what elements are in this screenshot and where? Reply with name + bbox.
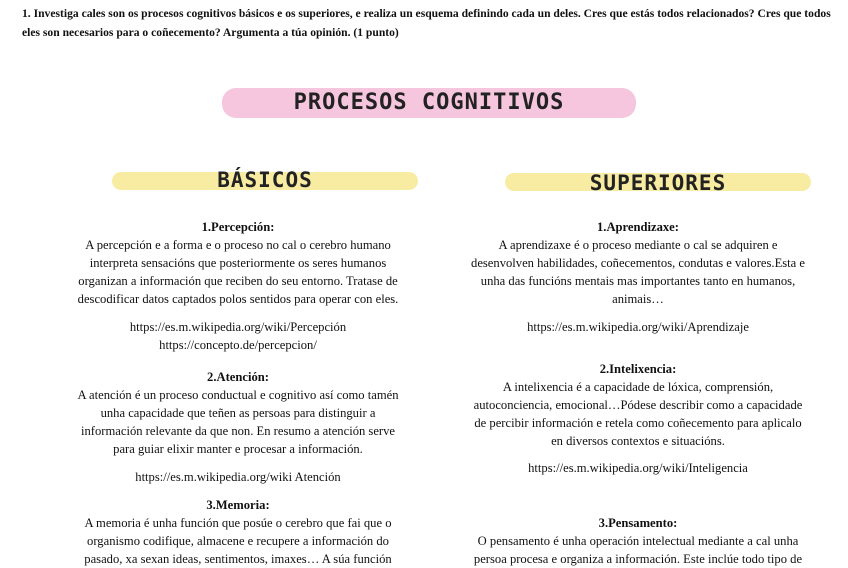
basicos-heading: BÁSICOS xyxy=(217,168,313,192)
percepcion-text-line: descodificar datos captados polos sentidos para operar con eles. xyxy=(77,292,399,306)
memoria-text-line: pasado, xa sexan ideas, sentimentos, imaxes… A súa función xyxy=(84,552,392,566)
percepcion-links xyxy=(38,318,438,354)
aprendizaxe-link-block xyxy=(438,318,838,336)
intelixencia-text-line: A intelixencia é a capacidade de lóxica, comprensión, xyxy=(502,380,774,394)
pensamento-title: 3.Pensamento: xyxy=(598,516,678,530)
percepcion-text-line: interpreta sensacións que posteriormente os seres humanos xyxy=(89,256,387,270)
page-title: PROCESOS COGNITIVOS xyxy=(293,90,565,115)
pensamento-text-line: persoa procesa e organiza a información. Este inclúe todo tipo de xyxy=(473,552,803,566)
aprendizaxe-text-line: unha das funcións mentais mas importantes tanto en humanos, xyxy=(480,274,796,288)
aprendizaxe-text-line: A aprendizaxe é o proceso mediante o cal se adquiren e xyxy=(498,238,778,252)
memoria-title: 3.Memoria: xyxy=(206,498,270,512)
atencion-text-line: para guiar elixir manter e procesar a información. xyxy=(113,442,363,456)
memoria-text-line: A memoria é unha función que posúe o cerebro que fai que o xyxy=(84,516,392,530)
basicos-column xyxy=(38,218,438,308)
superiores-column xyxy=(438,218,838,308)
aprendizaxe-text-line: desenvolven habilidades, coñecementos, condutas e valores.Esta e xyxy=(471,256,805,270)
percepcion-link-1[interactable]: https://es.m.wikipedia.org/wiki/Percepción xyxy=(129,320,347,334)
pensamento-block xyxy=(438,514,838,568)
percepcion-text-line: A percepción e a forma e o proceso no cal o cerebro humano xyxy=(85,238,391,252)
percepcion-title: 1.Percepción: xyxy=(201,220,275,234)
intelixencia-text-line: de percibir información e retela como coñecemento para aplicalo xyxy=(474,416,802,430)
atencion-text-line: información relevante da que non. En resumo a atención serve xyxy=(80,424,396,438)
question-text: 1. Investiga cales son os procesos cognitivos básicos e os superiores, e realiza un esquema definindo cada un deles. Cres que estás todos relacionados? Cres que todos eles son necesarios para o coñecemento? Argumenta a túa opinión. (1 punto) xyxy=(22,7,831,39)
intelixencia-text-line: autoconciencia, emocional…Pódese describir como a capacidade xyxy=(473,398,803,412)
atencion-text-line: unha capacidade que teñen as persoas para distinguir a xyxy=(100,406,376,420)
atencion-title: 2.Atención: xyxy=(207,370,269,384)
atencion-block xyxy=(38,368,438,458)
memoria-block xyxy=(38,496,438,568)
atencion-link-block xyxy=(38,468,438,486)
pensamento-text-line: O pensamento é unha operación intelectual mediante a cal unha xyxy=(477,534,799,548)
atencion-link[interactable]: https://es.m.wikipedia.org/wiki Atención xyxy=(135,470,341,484)
intelixencia-block xyxy=(438,360,838,450)
intelixencia-text-line: en diversos contextos e situacións. xyxy=(551,434,725,448)
intelixencia-link-block xyxy=(438,459,838,477)
aprendizaxe-text-line: animais… xyxy=(612,292,664,306)
aprendizaxe-title: 1.Aprendizaxe: xyxy=(597,220,679,234)
aprendizaxe-link[interactable]: https://es.m.wikipedia.org/wiki/Aprendizaje xyxy=(527,320,749,334)
intelixencia-link[interactable]: https://es.m.wikipedia.org/wiki/Inteligencia xyxy=(528,461,748,475)
atencion-text-line: A atención é un proceso conductual e cognitivo así como tamén xyxy=(77,388,399,402)
intelixencia-title: 2.Intelixencia: xyxy=(599,362,677,376)
memoria-text-line: organismo codifique, almacene e recupere a información do xyxy=(87,534,389,548)
superiores-heading: SUPERIORES xyxy=(589,171,727,195)
percepcion-link-2[interactable]: https://concepto.de/percepcion/ xyxy=(159,338,317,352)
percepcion-text-line: organizan a información que reciben do seu entorno. Tratase de xyxy=(78,274,398,288)
